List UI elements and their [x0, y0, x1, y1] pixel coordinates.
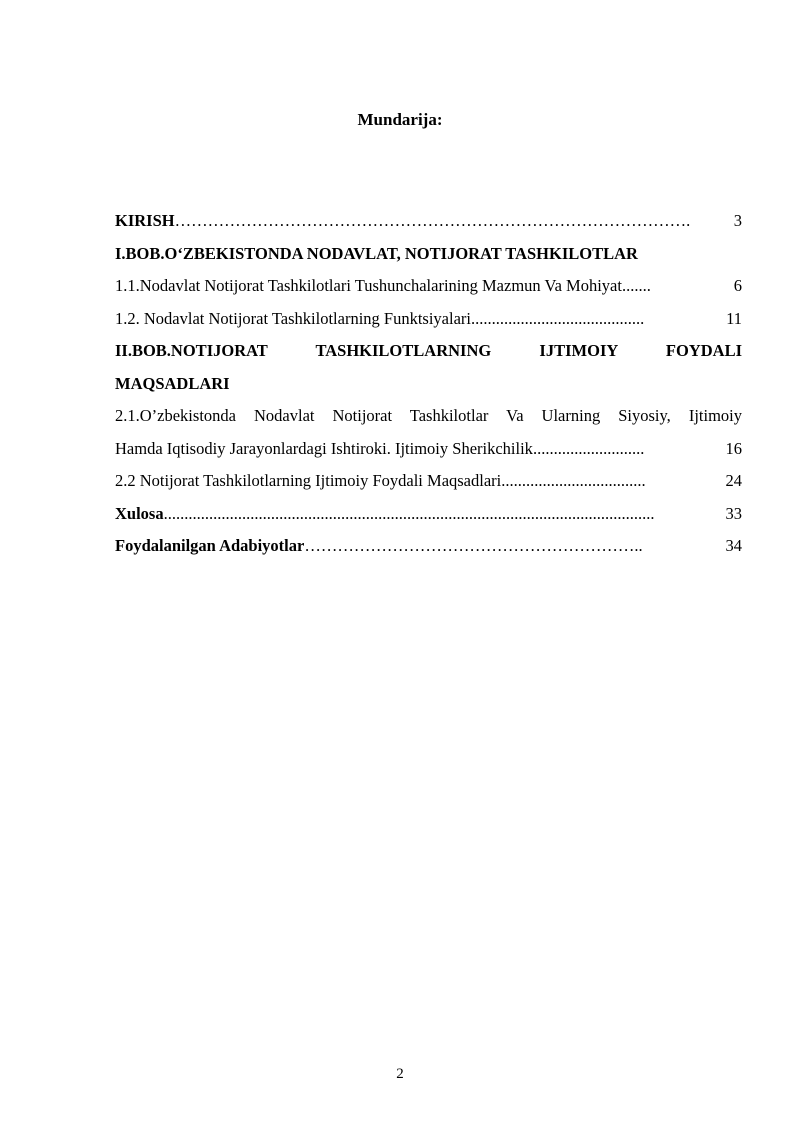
page-number: 2: [396, 1066, 404, 1082]
toc-entry-label: 1.2. Nodavlat Notijorat Tashkilotlarning Funktsiyalari: [115, 308, 471, 328]
toc-entry-section-1-1[interactable]: [115, 270, 742, 303]
toc-entry-section-2-1-continued[interactable]: [115, 433, 742, 466]
toc-entry-label: Foydalanilgan Adabiyotlar: [115, 536, 305, 555]
toc-leader-dots: .......: [621, 276, 651, 295]
toc-entry-label: 2.2 Notijorat Tashkilotlarning Ijtimoiy Foydali Maqsadlari: [115, 471, 502, 490]
toc-entry-xulosa[interactable]: [115, 498, 742, 531]
toc-entry-section-2-1[interactable]: 2.1.O’zbekistonda Nodavlat Notijorat Tashkilotlar Va Ularning Siyosiy, Ijtimoiy: [115, 406, 742, 425]
toc-page-number: 6: [733, 276, 742, 295]
toc-leader-dots: ……………………………………………………..: [304, 536, 643, 555]
toc-entry-label: KIRISH: [115, 211, 175, 230]
toc-leader-dots: ...................................: [501, 471, 646, 490]
toc-chapter-heading-1[interactable]: I.BOB.O‘ZBEKISTONDA NODAVLAT, NOTIJORAT TASHKILOTLAR: [115, 243, 638, 263]
page-title: Mundarija:: [357, 110, 443, 129]
toc-page-number: 34: [725, 536, 742, 555]
toc-chapter-heading-2[interactable]: II.BOB.NOTIJORAT TASHKILOTLARNING IJTIMOIY FOYDALI: [115, 341, 742, 360]
toc-page-number: 24: [725, 471, 742, 490]
toc-entry-label: Hamda Iqtisodiy Jarayonlardagi Ishtiroki. Ijtimoiy Sherikchilik: [115, 438, 533, 458]
toc-leader-dots: ………………………………………………………………………………….: [174, 211, 691, 230]
toc-page-number: 33: [725, 503, 742, 523]
toc-entry-label: Xulosa: [115, 503, 164, 523]
toc-leader-dots: .......................................................................................................................: [163, 503, 655, 523]
toc-leader-dots: ..........................................: [471, 308, 645, 328]
toc-page-number: 11: [726, 308, 742, 328]
toc-entry-section-1-2[interactable]: [115, 303, 742, 336]
table-of-contents: [115, 205, 742, 563]
toc-entry-label: 1.1.Nodavlat Notijorat Tashkilotlari Tushunchalarining Mazmun Va Mohiyat: [115, 276, 622, 295]
toc-page-number: 3: [733, 211, 742, 230]
toc-entry-kirish[interactable]: [115, 205, 742, 238]
toc-entry-adabiyotlar[interactable]: [115, 530, 742, 563]
toc-entry-section-2-2[interactable]: [115, 465, 742, 498]
toc-leader-dots: ...........................: [532, 438, 645, 458]
toc-page-number: 16: [725, 438, 742, 458]
toc-chapter-heading-2-continued[interactable]: MAQSADLARI: [115, 373, 230, 393]
